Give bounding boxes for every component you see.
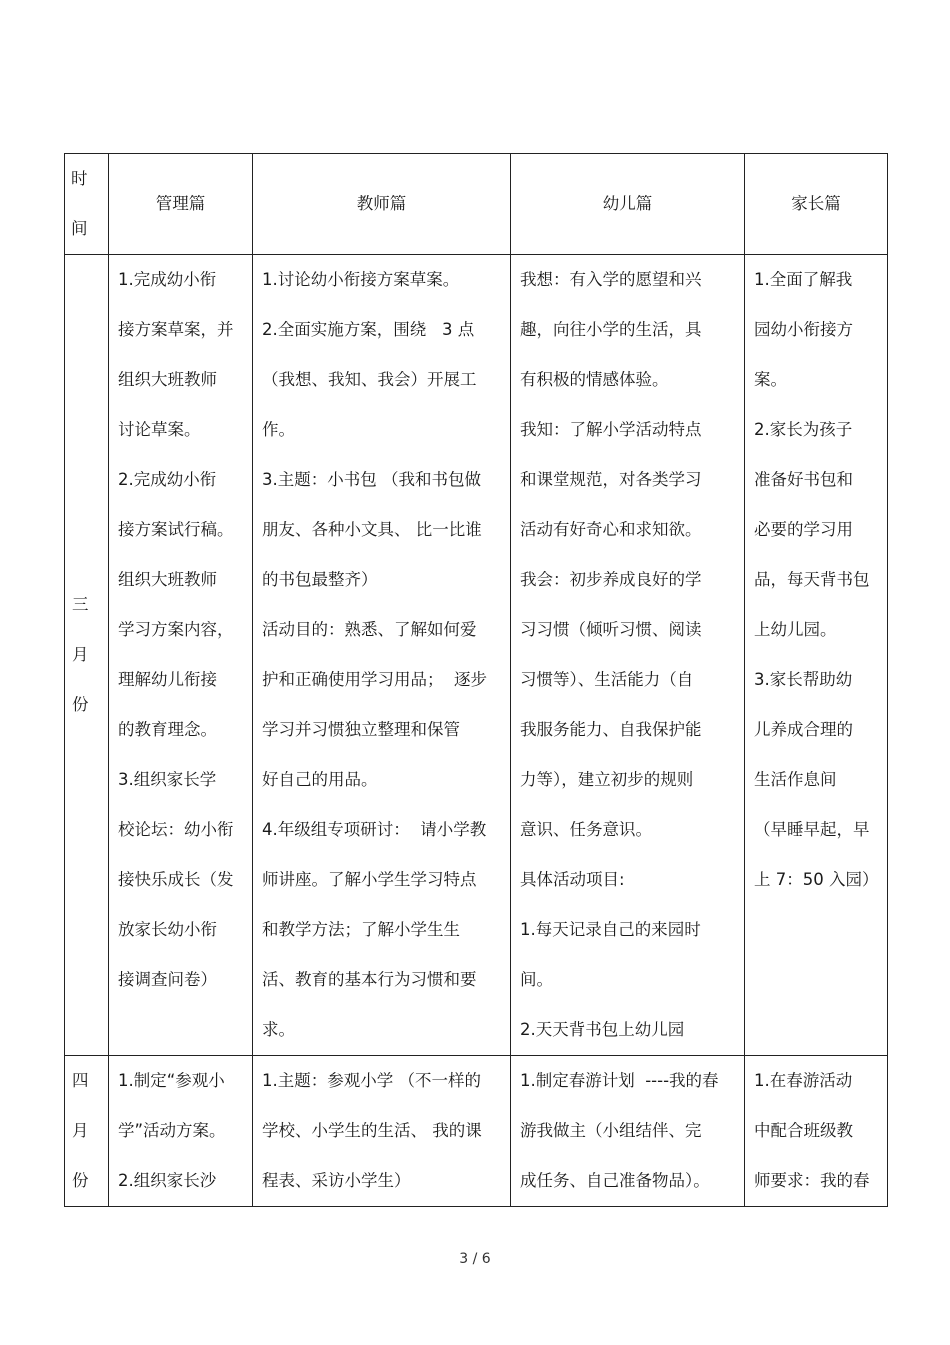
management-cell <box>109 1056 253 1207</box>
cell-line: 的教育理念。 <box>118 720 217 739</box>
cell-line: 必要的学习用 <box>754 520 853 539</box>
cell-line: 师讲座。了解小学生学习特点 <box>262 870 477 889</box>
cell-line: 求。 <box>262 1020 295 1039</box>
cell-line: 间。 <box>520 970 553 989</box>
cell-line: 我服务能力、自我保护能 <box>520 720 702 739</box>
cell-line: 好自己的用品。 <box>262 770 378 789</box>
header-time-char: 间 <box>71 219 88 238</box>
cell-line: 游我做主（小组结伴、完 <box>520 1121 702 1140</box>
cell-line: 3.家长帮助幼 <box>754 670 853 689</box>
cell-line: 组织大班教师 <box>118 570 217 589</box>
cell-line: 接方案试行稿。 <box>118 520 234 539</box>
cell-line: 1.每天记录自己的来园时 <box>520 920 701 939</box>
cell-line: 园幼小衔接方 <box>754 320 853 339</box>
teacher-cell <box>253 255 511 1056</box>
month-char: 份 <box>72 1171 89 1190</box>
cell-line: 上幼儿园。 <box>754 620 837 639</box>
cell-line: 1.在春游活动 <box>754 1071 853 1090</box>
cell-line: 活、教育的基本行为习惯和要 <box>262 970 477 989</box>
cell-line: 习惯等）、生活能力（自 <box>520 670 694 689</box>
cell-line: 品，每天背书包 <box>754 570 870 589</box>
month-char: 月 <box>72 1121 89 1140</box>
cell-line: 案。 <box>754 370 787 389</box>
cell-line: 活动目的：熟悉、了解如何爱 <box>262 620 477 639</box>
header-teacher: 教师篇 <box>253 154 511 255</box>
cell-line: 我想：有入学的愿望和兴 <box>520 270 702 289</box>
cell-line: 1.讨论幼小衔接方案草案。 <box>262 270 460 289</box>
cell-line: 组织大班教师 <box>118 370 217 389</box>
cell-line: 准备好书包和 <box>754 470 853 489</box>
cell-line: 生活作息间 <box>754 770 837 789</box>
month-char: 四 <box>72 1071 89 1090</box>
cell-line: 学校、小学生的生活、 我的课 <box>262 1121 482 1140</box>
header-row <box>65 154 888 255</box>
cell-line: 2.完成幼小衔 <box>118 470 217 489</box>
cell-line: 中配合班级教 <box>754 1121 853 1140</box>
cell-line: 讨论草案。 <box>118 420 201 439</box>
cell-line: 2.天天背书包上幼儿园 <box>520 1020 685 1039</box>
cell-line: 意识、任务意识。 <box>520 820 652 839</box>
cell-line: 护和正确使用学习用品； 逐步 <box>262 670 487 689</box>
cell-line: 2.家长为孩子 <box>754 420 853 439</box>
cell-line: 接快乐成长（发 <box>118 870 234 889</box>
parent-cell <box>745 1056 888 1207</box>
month-cell <box>65 1056 109 1207</box>
cell-line: 趣，向往小学的生活，具 <box>520 320 702 339</box>
cell-line: 学”活动方案。 <box>118 1121 226 1140</box>
cell-line: 2.全面实施方案，围绕 3 点 <box>262 320 475 339</box>
cell-line: 放家长幼小衔 <box>118 920 217 939</box>
teacher-cell <box>253 1056 511 1207</box>
table-row-march <box>65 255 888 1056</box>
cell-line: 3.主题：小书包 （我和书包做 <box>262 470 481 489</box>
cell-line: 师要求：我的春 <box>754 1171 870 1190</box>
child-cell <box>511 1056 745 1207</box>
table-row-april <box>65 1056 888 1207</box>
cell-line: 2.组织家长沙 <box>118 1171 217 1190</box>
cell-line: 1.制定春游计划 ----我的春 <box>520 1071 719 1090</box>
cell-line: 我会：初步养成良好的学 <box>520 570 702 589</box>
cell-line: 儿养成合理的 <box>754 720 853 739</box>
cell-line: 校论坛：幼小衔 <box>118 820 234 839</box>
cell-line: 1.主题：参观小学 （不一样的 <box>262 1071 481 1090</box>
header-child: 幼儿篇 <box>511 154 745 255</box>
cell-line: 学习并习惯独立整理和保管 <box>262 720 460 739</box>
page-number: 3 / 6 <box>459 1251 491 1267</box>
cell-line: 成任务、自己准备物品）。 <box>520 1171 710 1190</box>
cell-line: 1.制定“参观小 <box>118 1071 225 1090</box>
child-cell <box>511 255 745 1056</box>
cell-line: （我想、我知、我会）开展工 <box>262 370 477 389</box>
cell-line: 接调查问卷） <box>118 970 217 989</box>
cell-line: 理解幼儿衔接 <box>118 670 217 689</box>
cell-line: 朋友、各种小文具、 比一比谁 <box>262 520 482 539</box>
cell-line: 和教学方法；了解小学生生 <box>262 920 460 939</box>
header-management: 管理篇 <box>109 154 253 255</box>
cell-line: （早睡早起，早 <box>754 820 870 839</box>
cell-line: 3.组织家长学 <box>118 770 217 789</box>
cell-line: 习习惯（倾听习惯、阅读 <box>520 620 702 639</box>
cell-line: 我知：了解小学活动特点 <box>520 420 702 439</box>
cell-line: 活动有好奇心和求知欲。 <box>520 520 702 539</box>
month-cell <box>65 255 109 1056</box>
cell-line: 上 7：50 入园） <box>754 870 879 889</box>
management-cell <box>109 255 253 1056</box>
month-char: 份 <box>72 695 89 714</box>
cell-line: 的书包最整齐） <box>262 570 378 589</box>
cell-line: 1.完成幼小衔 <box>118 270 217 289</box>
cell-line: 和课堂规范，对各类学习 <box>520 470 702 489</box>
cell-line: 具体活动项目: <box>520 870 625 889</box>
cell-line: 程表、采访小学生） <box>262 1171 411 1190</box>
header-time <box>65 154 109 255</box>
cell-line: 1.全面了解我 <box>754 270 853 289</box>
cell-line: 学习方案内容， <box>118 620 234 639</box>
parent-cell <box>745 255 888 1056</box>
cell-line: 力等），建立初步的规则 <box>520 770 694 789</box>
header-time-char: 时 <box>71 169 88 188</box>
cell-line: 作。 <box>262 420 295 439</box>
month-char: 三 <box>72 595 89 614</box>
plan-table <box>64 153 888 1207</box>
cell-line: 有积极的情感体验。 <box>520 370 669 389</box>
header-parent: 家长篇 <box>745 154 888 255</box>
cell-line: 4.年级组专项研讨： 请小学教 <box>262 820 487 839</box>
month-char: 月 <box>72 645 89 664</box>
cell-line: 接方案草案，并 <box>118 320 234 339</box>
